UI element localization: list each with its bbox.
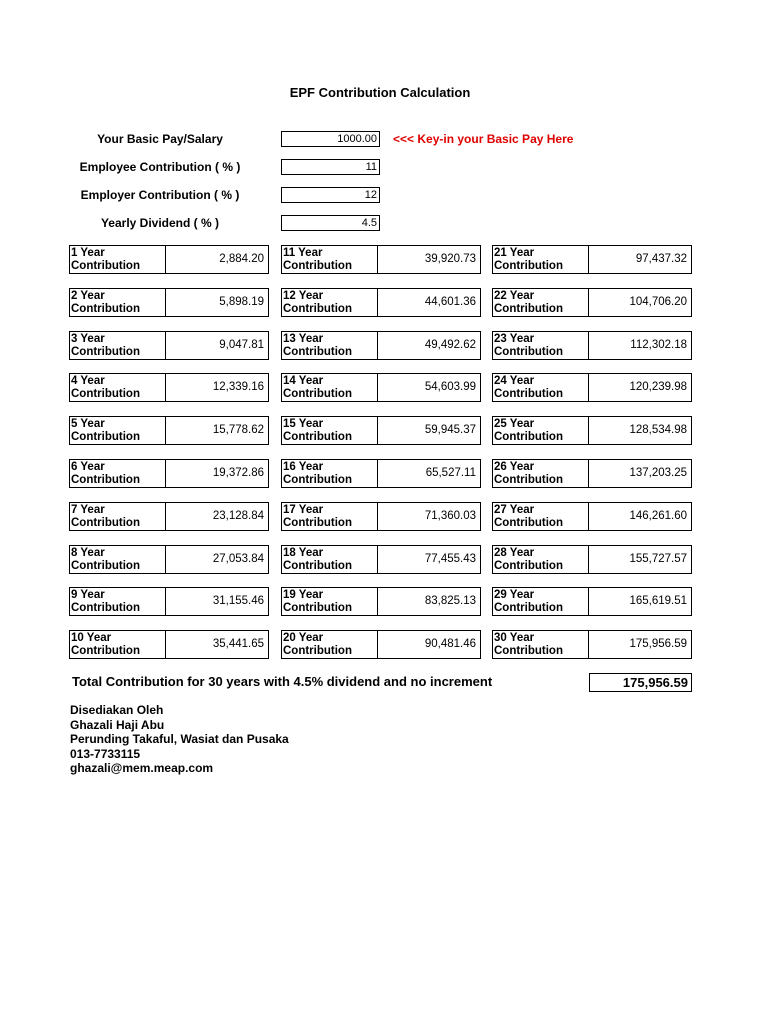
contribution-cell-year-21 (492, 245, 692, 274)
contribution-value: 39,920.73 (424, 253, 476, 265)
contribution-suffix: Contribution (494, 601, 563, 614)
contribution-cell-year-17 (281, 502, 481, 531)
contribution-value: 19,372.86 (212, 467, 264, 479)
author-email: ghazali@mem.meap.com (70, 761, 214, 775)
contribution-value: 59,945.37 (424, 424, 476, 436)
contribution-year: 11 Year (283, 247, 323, 259)
contribution-cell-year-23 (492, 331, 692, 360)
contribution-cell-year-13 (281, 331, 481, 360)
contribution-value: 31,155.46 (212, 595, 264, 607)
contribution-cell-year-9 (69, 587, 269, 616)
employee-contribution-row (0, 159, 768, 175)
contribution-label (282, 332, 378, 359)
contribution-label (70, 289, 166, 316)
contribution-year: 17 Year (283, 504, 324, 516)
contribution-suffix: Contribution (71, 601, 140, 614)
contribution-cell-year-4 (69, 373, 269, 402)
contribution-suffix: Contribution (71, 516, 140, 529)
contribution-label (282, 631, 378, 658)
contribution-year: 3 Year (71, 333, 105, 345)
prepared-by-heading: Disediakan Oleh (70, 703, 164, 717)
contribution-label (493, 417, 589, 444)
basic-pay-input[interactable]: 1000.00 (281, 131, 380, 147)
contribution-suffix: Contribution (494, 387, 563, 400)
contribution-value: 71,360.03 (424, 510, 476, 522)
contribution-year: 2 Year (71, 290, 105, 302)
contribution-label (493, 289, 589, 316)
contribution-year: 23 Year (494, 333, 535, 345)
contribution-cell-year-16 (281, 459, 481, 488)
contribution-suffix: Contribution (494, 473, 563, 486)
contribution-year: 26 Year (494, 461, 535, 473)
employee-contribution-input[interactable]: 11 (281, 159, 380, 175)
contribution-year: 13 Year (283, 333, 324, 345)
contribution-suffix: Contribution (283, 345, 352, 358)
contribution-cell-year-10 (69, 630, 269, 659)
contribution-suffix: Contribution (71, 473, 140, 486)
contribution-label (493, 332, 589, 359)
contribution-label (70, 246, 166, 273)
contribution-cell-year-3 (69, 331, 269, 360)
contribution-cell-year-15 (281, 416, 481, 445)
page-title: EPF Contribution Calculation (289, 85, 471, 100)
contribution-year: 27 Year (494, 504, 535, 516)
contribution-year: 1 Year (71, 247, 105, 259)
contribution-cell-year-29 (492, 587, 692, 616)
basic-pay-label: Your Basic Pay/Salary (97, 132, 223, 146)
contribution-year: 9 Year (71, 589, 105, 601)
contribution-suffix: Contribution (71, 644, 140, 657)
contribution-cell-year-14 (281, 373, 481, 402)
contribution-label (282, 588, 378, 615)
contribution-label (282, 374, 378, 401)
contribution-label (70, 332, 166, 359)
contribution-year: 7 Year (71, 504, 105, 516)
contribution-value: 35,441.65 (212, 638, 264, 650)
contribution-label (282, 460, 378, 487)
contribution-year: 10 Year (71, 632, 112, 644)
contribution-suffix: Contribution (283, 644, 352, 657)
contribution-year: 21 Year (494, 247, 535, 259)
contribution-year: 6 Year (71, 461, 105, 473)
contribution-cell-year-2 (69, 288, 269, 317)
contribution-value: 5,898.19 (219, 296, 264, 308)
total-contribution-label: Total Contribution for 30 years with 4.5% dividend and no increment (72, 674, 493, 689)
contribution-value: 128,534.98 (629, 424, 687, 436)
contribution-value: 97,437.32 (635, 253, 687, 265)
contribution-label (70, 546, 166, 573)
author-name: Ghazali Haji Abu (70, 717, 165, 732)
author-title: Perunding Takaful, Wasiat dan Pusaka (70, 732, 289, 746)
employer-contribution-label: Employer Contribution ( % ) (80, 188, 240, 202)
contribution-year: 28 Year (494, 547, 535, 559)
prepared-by-block (70, 703, 289, 776)
contribution-cell-year-11 (281, 245, 481, 274)
contribution-value: 83,825.13 (424, 595, 476, 607)
author-phone: 013-7733115 (70, 746, 141, 761)
contribution-label (493, 546, 589, 573)
contribution-suffix: Contribution (494, 430, 563, 443)
contribution-label (70, 631, 166, 658)
contribution-value: 90,481.46 (424, 638, 476, 650)
contribution-label (493, 460, 589, 487)
contribution-cell-year-27 (492, 502, 692, 531)
contribution-cell-year-30 (492, 630, 692, 659)
contribution-suffix: Contribution (71, 259, 140, 272)
contribution-value: 12,339.16 (212, 381, 264, 393)
contribution-suffix: Contribution (71, 387, 140, 400)
contribution-value: 15,778.62 (212, 424, 264, 436)
contribution-suffix: Contribution (283, 516, 352, 529)
contribution-year: 24 Year (494, 375, 535, 387)
contribution-cell-year-5 (69, 416, 269, 445)
contribution-label (282, 503, 378, 530)
contribution-year: 22 Year (494, 290, 535, 302)
contribution-year: 25 Year (494, 418, 535, 430)
basic-pay-row (0, 131, 768, 147)
contribution-suffix: Contribution (494, 559, 563, 572)
contribution-value: 9,047.81 (219, 339, 264, 351)
contribution-cell-year-20 (281, 630, 481, 659)
contribution-suffix: Contribution (283, 259, 352, 272)
contribution-year: 12 Year (283, 290, 324, 302)
contribution-suffix: Contribution (494, 302, 563, 315)
contribution-year: 30 Year (494, 632, 535, 644)
contribution-value: 49,492.62 (424, 339, 476, 351)
contribution-value: 120,239.98 (629, 381, 687, 393)
contribution-label (493, 246, 589, 273)
contribution-cell-year-12 (281, 288, 481, 317)
employer-contribution-row (0, 187, 768, 203)
contribution-label (70, 588, 166, 615)
contribution-year: 18 Year (283, 547, 324, 559)
contribution-year: 29 Year (494, 589, 535, 601)
contribution-value: 165,619.51 (629, 595, 687, 607)
contribution-value: 27,053.84 (212, 553, 264, 565)
contribution-cell-year-8 (69, 545, 269, 574)
contribution-cell-year-7 (69, 502, 269, 531)
contribution-cell-year-1 (69, 245, 269, 274)
contribution-cell-year-6 (69, 459, 269, 488)
contribution-suffix: Contribution (283, 387, 352, 400)
yearly-dividend-row (0, 215, 768, 231)
contribution-label (70, 503, 166, 530)
contribution-year: 8 Year (71, 547, 105, 559)
contribution-cell-year-28 (492, 545, 692, 574)
contribution-year: 16 Year (283, 461, 324, 473)
contribution-value: 77,455.43 (424, 553, 476, 565)
contribution-value: 175,956.59 (629, 638, 687, 650)
total-contribution-value: 175,956.59 (589, 673, 692, 692)
contribution-suffix: Contribution (283, 302, 352, 315)
contribution-value: 137,203.25 (629, 467, 687, 479)
contribution-value: 2,884.20 (219, 253, 264, 265)
yearly-dividend-label: Yearly Dividend ( % ) (100, 216, 220, 230)
contribution-label (493, 374, 589, 401)
contribution-suffix: Contribution (71, 559, 140, 572)
contribution-value: 104,706.20 (629, 296, 687, 308)
contribution-label (493, 503, 589, 530)
contribution-value: 65,527.11 (425, 467, 476, 479)
basic-pay-hint: <<< Key-in your Basic Pay Here (393, 132, 574, 146)
contribution-label (282, 289, 378, 316)
contribution-value: 146,261.60 (629, 510, 687, 522)
contribution-suffix: Contribution (494, 259, 563, 272)
contribution-label (70, 460, 166, 487)
contribution-year: 4 Year (71, 375, 105, 387)
contribution-suffix: Contribution (494, 345, 563, 358)
contribution-label (70, 417, 166, 444)
contribution-label (493, 631, 589, 658)
contribution-label (282, 417, 378, 444)
contribution-year: 14 Year (283, 375, 324, 387)
contribution-suffix: Contribution (283, 473, 352, 486)
contribution-suffix: Contribution (71, 345, 140, 358)
contribution-suffix: Contribution (494, 644, 563, 657)
contribution-suffix: Contribution (494, 516, 563, 529)
contribution-label (493, 588, 589, 615)
contribution-label (70, 374, 166, 401)
contribution-cell-year-19 (281, 587, 481, 616)
contribution-label (282, 546, 378, 573)
contribution-value: 54,603.99 (424, 381, 476, 393)
contribution-cell-year-18 (281, 545, 481, 574)
contribution-suffix: Contribution (71, 302, 140, 315)
contribution-year: 19 Year (283, 589, 324, 601)
yearly-dividend-input[interactable]: 4.5 (281, 215, 380, 231)
contribution-value: 23,128.84 (212, 510, 264, 522)
contribution-value: 44,601.36 (424, 296, 476, 308)
contribution-cell-year-26 (492, 459, 692, 488)
contribution-cell-year-22 (492, 288, 692, 317)
contribution-year: 15 Year (283, 418, 324, 430)
contribution-value: 155,727.57 (629, 553, 687, 565)
employer-contribution-input[interactable]: 12 (281, 187, 380, 203)
contribution-cell-year-24 (492, 373, 692, 402)
contribution-year: 20 Year (283, 632, 324, 644)
contribution-year: 5 Year (71, 418, 105, 430)
contribution-suffix: Contribution (283, 559, 352, 572)
employee-contribution-label: Employee Contribution ( % ) (79, 160, 241, 174)
contribution-suffix: Contribution (283, 430, 352, 443)
contribution-suffix: Contribution (283, 601, 352, 614)
contribution-value: 112,302.18 (630, 339, 687, 351)
contribution-suffix: Contribution (71, 430, 140, 443)
contribution-label (282, 246, 378, 273)
contribution-cell-year-25 (492, 416, 692, 445)
